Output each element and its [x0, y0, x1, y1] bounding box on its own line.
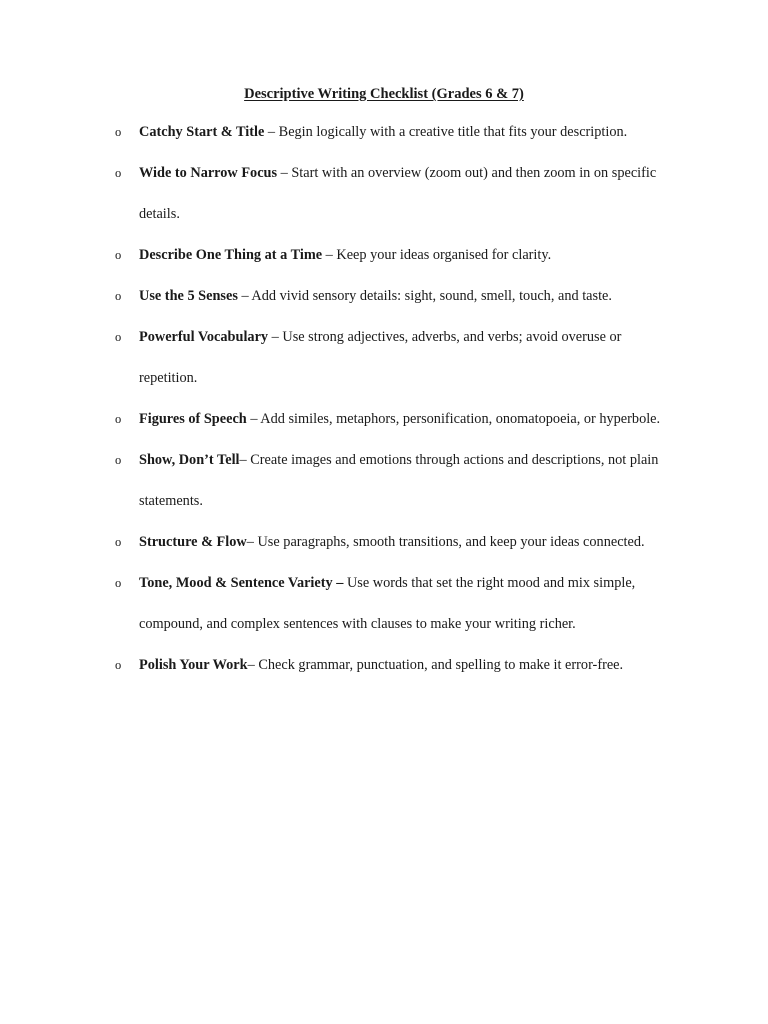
bullet-circle-icon: o: [115, 535, 122, 549]
item-separator: –: [237, 288, 252, 304]
item-term: Show, Don’t Tell: [139, 452, 240, 468]
item-separator: –: [246, 411, 261, 427]
item-term: Structure & Flow: [139, 534, 247, 550]
item-description: Use paragraphs, smooth transitions, and keep your ideas connected.: [257, 534, 645, 550]
checklist-item: [0, 317, 768, 399]
bullet-circle-icon: o: [115, 412, 122, 426]
bullet-circle-icon: o: [115, 576, 122, 590]
item-separator: –: [277, 165, 292, 181]
item-term: Use the 5 Senses: [139, 288, 238, 304]
item-separator: –: [264, 124, 279, 140]
item-description: Start with an overview (zoom out) and then zoom in on specific details.: [139, 165, 657, 222]
checklist-item: [0, 563, 768, 645]
item-term: Describe One Thing at a Time: [139, 247, 323, 263]
page-title: Descriptive Writing Checklist (Grades 6 & 7): [244, 86, 524, 102]
item-term: Polish Your Work: [139, 657, 248, 673]
item-separator: –: [322, 247, 337, 263]
item-separator: –: [247, 657, 259, 673]
item-description: Begin logically with a creative title that fits your description.: [278, 124, 628, 140]
checklist-item: [0, 440, 768, 522]
checklist-item: [0, 112, 768, 153]
item-description: Check grammar, punctuation, and spelling to make it error-free.: [258, 657, 624, 673]
item-description: Create images and emotions through actions and descriptions, not plain statements.: [139, 452, 659, 509]
bullet-circle-icon: o: [115, 658, 122, 672]
bullet-circle-icon: o: [115, 289, 122, 303]
checklist-item: [0, 645, 768, 686]
item-description: Add vivid sensory details: sight, sound, smell, touch, and taste.: [251, 288, 612, 304]
item-description: Use words that set the right mood and mix simple, compound, and complex sentences with clauses to make your writing richer.: [139, 575, 636, 632]
item-separator: –: [268, 329, 283, 345]
item-description: Add similes, metaphors, personification, onomatopoeia, or hyperbole.: [260, 411, 661, 427]
checklist: [0, 112, 768, 686]
checklist-item: [0, 153, 768, 235]
item-term: Wide to Narrow Focus: [139, 165, 278, 181]
item-term: Figures of Speech: [139, 411, 247, 427]
bullet-circle-icon: o: [115, 248, 122, 262]
bullet-circle-icon: o: [115, 166, 122, 180]
bullet-circle-icon: o: [115, 330, 122, 344]
bullet-circle-icon: o: [115, 125, 122, 139]
item-description: Use strong adjectives, adverbs, and verbs; avoid overuse or repetition.: [139, 329, 622, 386]
item-term: Powerful Vocabulary: [139, 329, 269, 345]
checklist-item: [0, 235, 768, 276]
item-term: Tone, Mood & Sentence Variety –: [139, 575, 344, 591]
checklist-item: [0, 276, 768, 317]
checklist-item: [0, 399, 768, 440]
item-description: Keep your ideas organised for clarity.: [336, 247, 552, 263]
checklist-item: [0, 522, 768, 563]
bullet-circle-icon: o: [115, 453, 122, 467]
item-separator: –: [246, 534, 258, 550]
item-separator: –: [239, 452, 251, 468]
item-term: Catchy Start & Title: [139, 124, 265, 140]
